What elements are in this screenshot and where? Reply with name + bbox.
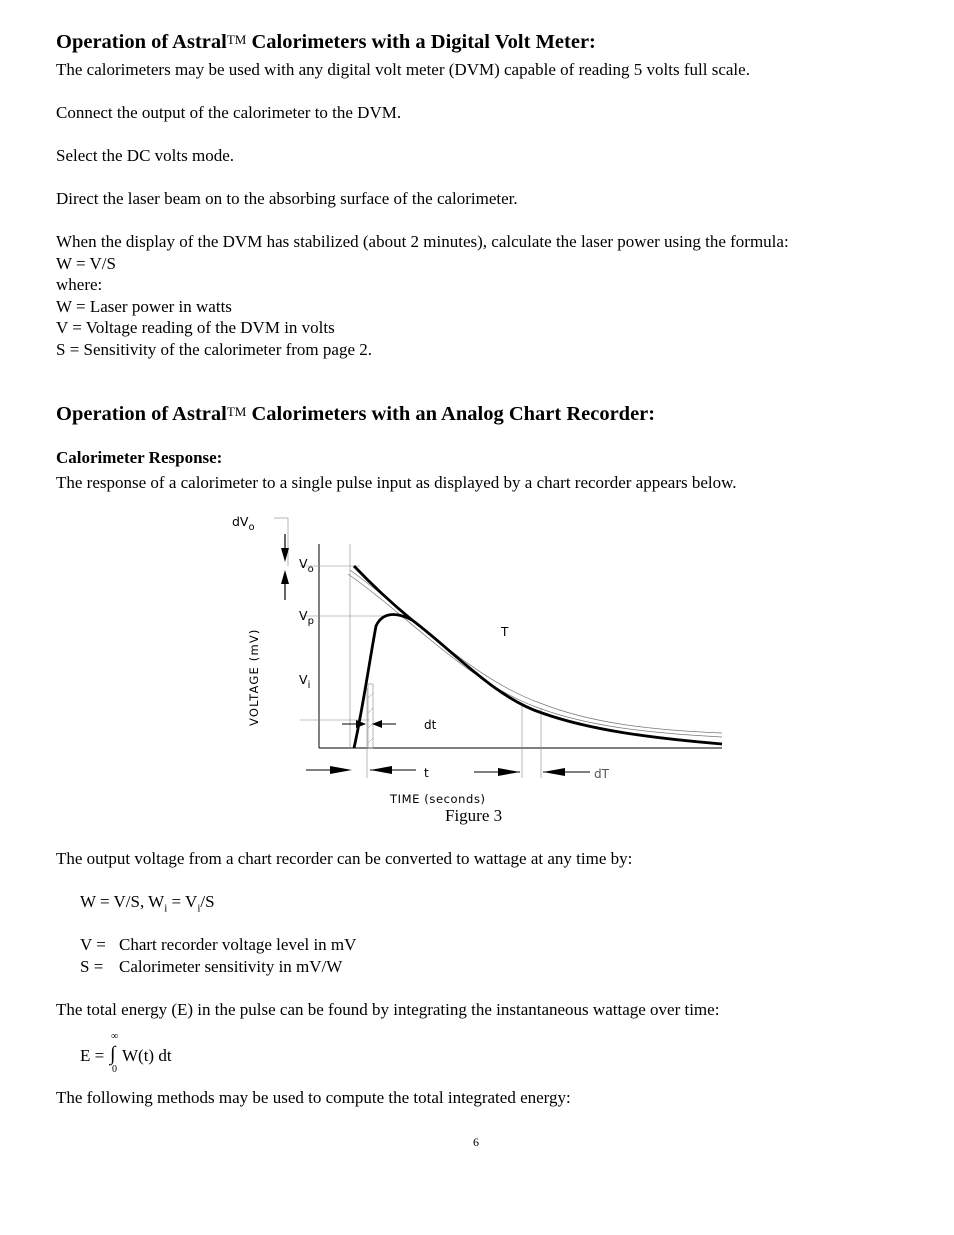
integral-sign: ∫ — [110, 1043, 116, 1065]
label-t: t — [424, 766, 429, 780]
paragraph: When the display of the DVM has stabilized (about 2 minutes), calculate the laser power using the formula: — [56, 232, 789, 251]
label-vp: $V_p$ — [299, 608, 314, 627]
label-dt: dt — [424, 718, 437, 732]
paragraph: The output voltage from a chart recorder can be converted to wattage at any time by: — [56, 849, 633, 868]
label-dT: dT — [594, 767, 609, 781]
paragraph: The calorimeters may be used with any digital volt meter (DVM) capable of reading 5 volts full scale. — [56, 60, 750, 79]
label-T: T — [501, 625, 509, 639]
integral-lhs: E = — [80, 1046, 105, 1065]
section-heading-dvm: Operation of AstralTM Calorimeters with a Digital Volt Meter: — [56, 31, 596, 53]
equation-wattage: W = V/S, $W_i = V_i/S$ — [80, 892, 215, 915]
section-heading-chart-recorder: Operation of AstralTM Calorimeters with an Analog Chart Recorder: — [56, 403, 656, 425]
paragraph: The following methods may be used to compute the total integrated energy: — [56, 1088, 571, 1107]
integral-lower: 0 — [112, 1064, 117, 1075]
paragraph: The response of a calorimeter to a single pulse input as displayed by a chart recorder appears below. — [56, 473, 737, 492]
paragraph: Select the DC volts mode. — [56, 146, 235, 165]
subheading: Calorimeter Response: — [56, 448, 223, 467]
paragraph: Direct the laser beam on to the absorbing surface of the calorimeter. — [56, 189, 518, 208]
formula: W = V/S — [56, 254, 116, 273]
integral-upper: ∞ — [111, 1031, 119, 1042]
definition-v: V = Chart recorder voltage level in mV — [80, 935, 357, 954]
figure-caption: Figure 3 — [445, 806, 503, 825]
calorimeter-response-figure — [230, 508, 730, 810]
x-axis-label: TIME (seconds) — [390, 792, 486, 806]
y-axis-label: VOLTAGE (mV) — [247, 628, 261, 726]
definition: V = Voltage reading of the DVM in volts — [56, 318, 335, 337]
label-vo: $V_o$ — [299, 556, 314, 575]
paragraph: Connect the output of the calorimeter to the DVM. — [56, 103, 402, 122]
label-dvo: $dV_o$ — [232, 514, 255, 533]
paragraph: The total energy (E) in the pulse can be found by integrating the instantaneous wattage over time: — [56, 1000, 720, 1019]
definition: S = Sensitivity of the calorimeter from page 2. — [56, 340, 372, 359]
definition-s: S = Calorimeter sensitivity in mV/W — [80, 957, 343, 976]
definition: W = Laser power in watts — [56, 297, 232, 316]
paragraph: where: — [56, 275, 103, 294]
page-number: 6 — [473, 1135, 479, 1149]
response-curve — [354, 614, 722, 748]
label-vi: $V_i$ — [299, 672, 311, 691]
integral-rhs: W(t) dt — [122, 1046, 172, 1065]
